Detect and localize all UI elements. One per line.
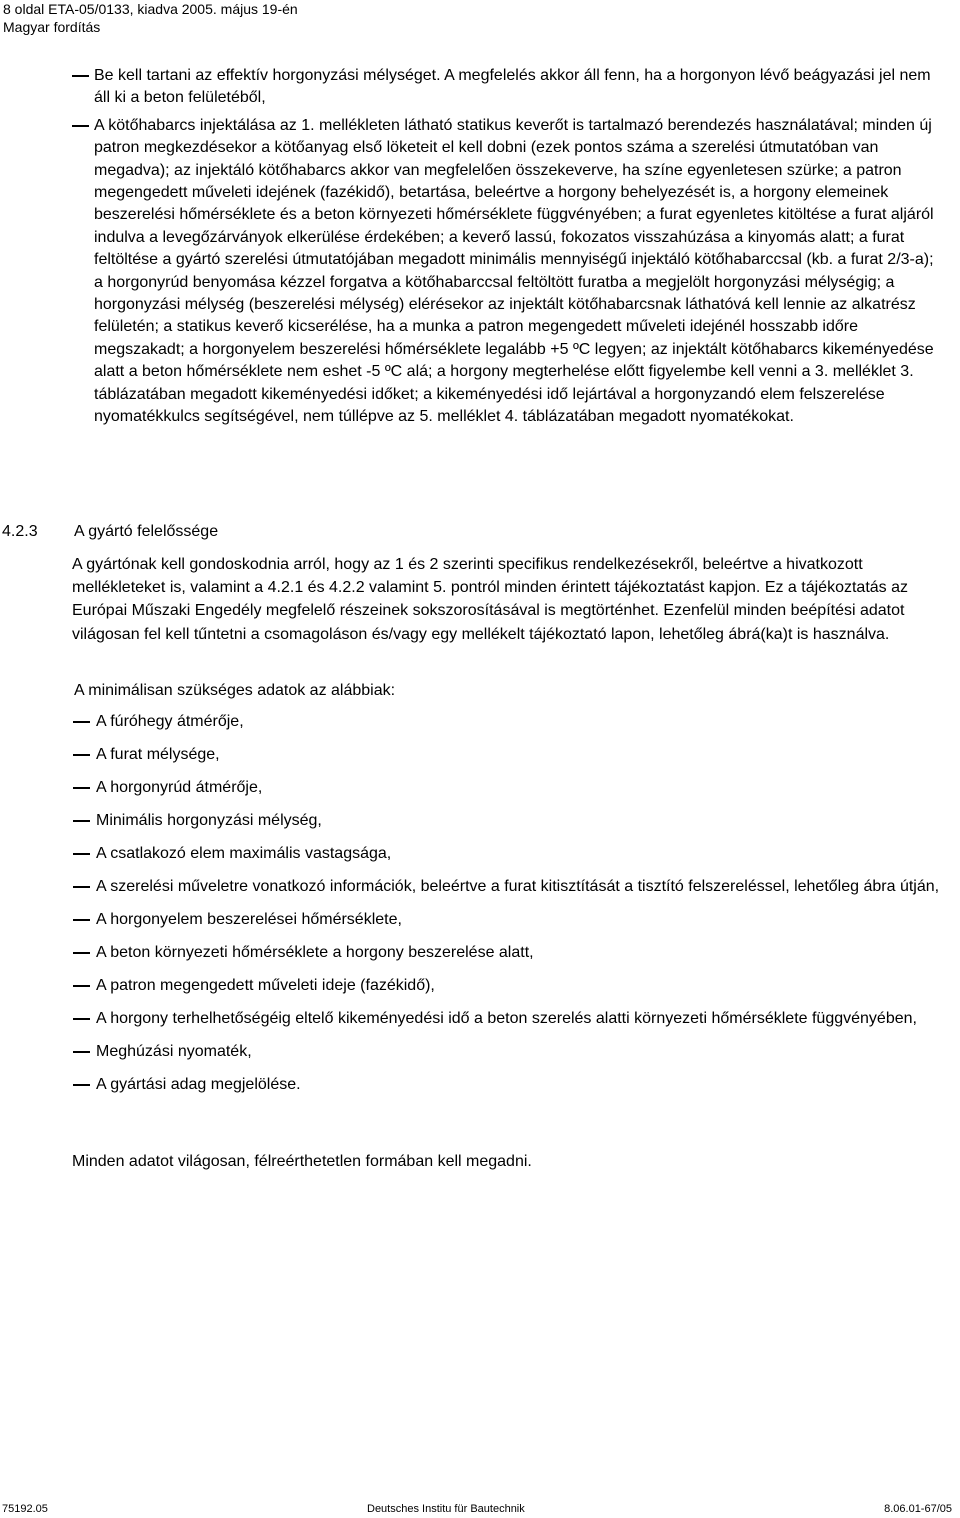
list-item	[0, 1041, 960, 1063]
required-data-list	[0, 711, 960, 1107]
section-title: A gyártó felelőssége	[74, 523, 219, 540]
dash-bullet-icon	[73, 919, 90, 921]
dash-bullet-icon	[73, 1018, 90, 1020]
list-item	[0, 810, 960, 832]
minimum-data-intro: A minimálisan szükséges adatok az alábbiak:	[74, 682, 396, 699]
footer-institute: Deutsches Institu für Bautechnik	[367, 1503, 525, 1515]
list-item	[0, 744, 960, 766]
section-number: 4.2.3	[2, 523, 38, 540]
list-item-text: A horgonyrúd átmérője,	[96, 779, 263, 796]
list-item	[0, 711, 960, 733]
list-item	[0, 115, 960, 429]
list-item-text: Minimális horgonyzási mélység,	[96, 812, 322, 829]
header-document-reference: 8 oldal ETA-05/0133, kiadva 2005. május 19-én	[3, 1, 298, 17]
list-item	[0, 876, 960, 898]
list-item-text: A beton környezeti hőmérséklete a horgony beszerelése alatt,	[96, 944, 534, 961]
installation-steps-list	[0, 65, 960, 434]
footer-document-number: 75192.05	[2, 1503, 48, 1515]
dash-bullet-icon	[73, 721, 90, 723]
dash-bullet-icon	[72, 125, 89, 127]
dash-bullet-icon	[72, 75, 89, 77]
manufacturer-responsibility-paragraph: A gyártónak kell gondoskodnia arról, hogy az 1 és 2 szerinti specifikus rendelkezésekről, beleértve a hivatkozott mellékleteket is, valamint a 4.2.1 és 4.2.2 valamint 5. pontról minden érintett tájékoztatást kapjon. Ez a tájékoztatás az Európai Műszaki Engedély megfelelő részeinek sokszorosításával is megtörténhet. Ezenfelül minden beépítési adatot világosan fel kell tűntetni a csomagoláson és/vagy egy mellékelt tájékoztató lapon, lehetőleg ábrá(ka)t is használva.	[72, 556, 908, 643]
list-item-text: A csatlakozó elem maximális vastagsága,	[96, 845, 392, 862]
list-item	[0, 65, 960, 110]
list-item	[0, 909, 960, 931]
list-item	[0, 975, 960, 997]
dash-bullet-icon	[73, 985, 90, 987]
list-item-text: A horgonyelem beszerelései hőmérséklete,	[96, 911, 402, 928]
dash-bullet-icon	[73, 1084, 90, 1086]
footer-reference-code: 8.06.01-67/05	[884, 1503, 952, 1515]
list-item-text: A patron megengedett műveleti ideje (fazékidő),	[96, 977, 435, 994]
list-item-text: Meghúzási nyomaték,	[96, 1043, 252, 1060]
dash-bullet-icon	[73, 853, 90, 855]
dash-bullet-icon	[73, 952, 90, 954]
list-item	[0, 942, 960, 964]
list-item-text: Be kell tartani az effektív horgonyzási mélységet. A megfelelés akkor áll fenn, ha a horgonyon lévő beágyazási jel nem áll ki a beton felületéből,	[94, 67, 931, 107]
list-item	[0, 1074, 960, 1096]
list-item	[0, 777, 960, 799]
dash-bullet-icon	[73, 754, 90, 756]
dash-bullet-icon	[73, 820, 90, 822]
header-translation-note: Magyar fordítás	[3, 19, 101, 35]
list-item-text: A szerelési műveletre vonatkozó információk, beleértve a furat kitisztítását a tisztító felszereléssel, lehetőleg ábra útján,	[96, 878, 940, 895]
dash-bullet-icon	[73, 886, 90, 888]
list-item-text: A furat mélysége,	[96, 746, 220, 763]
list-item-text: A kötőhabarcs injektálása az 1. mellékleten látható statikus keverőt is tartalmazó berendezés használatával; minden új patron megkezdésekor a kötőanyag első löketeit el kell dobni (ezek pontos száma a szerelési útmutatóban van megadva); az injektáló kötőhabarcs akkor van megfelelően összekeverve, ha színe egyenletesen szürke; a patron megengedett műveleti idejének (fazékidő), betartása, beleértve a horgony behelyezését is, a horgony elemeinek beszerelési hőmérséklete és a beton környezeti hőmérséklete függvényében; a furat egyenletes kitöltése a furat aljáról indulva a levegőzárványok elkerülése érdekében; a keverő lassú, fokozatos visszahúzása a kinyomás alatt; a furat feltöltése a gyártó szerelési útmutatójában megadott minimális mennyiségű injektáló kötőhabarccsal (kb. a furat 2/3-a); a horgonyrúd benyomása kézzel forgatva a kötőhabarccsal feltöltött furatba a megjelölt horgonyzási mélységig; a horgonyzási mélység (beszerelési mélység) elérésekor az injektált kötőhabarcsnak láthatóvá kell lennie az alkatrész felületén; a statikus keverő kicserélése, ha a munka a patron megengedett műveleti idejénél hosszabb időre megszakadt; a horgonyelem beszerelési hőmérséklete legalább +5 ºC legyen; az injektált kötőhabarcs kikeményedése alatt a beton hőmérséklete nem eshet -5 ºC alá; a horgony megterhelése előtt figyelembe kell venni a 3. melléklet 3. táblázatában megadott kikeményedési időket; a kikeményedési idő lejártával a horgonyzandó elem felszerelése nyomatékkulcs segítségével, nem túllépve az 5. melléklet 4. táblázatában megadott nyomatékokat.	[94, 116, 934, 426]
closing-paragraph: Minden adatot világosan, félreérthetetlen formában kell megadni.	[72, 1153, 532, 1170]
list-item-text: A gyártási adag megjelölése.	[96, 1076, 301, 1093]
list-item-text: A horgony terhelhetőségéig eltelő kikeményedési idő a beton szerelés alatti környezeti hőmérséklete függvényében,	[96, 1010, 917, 1027]
list-item-text: A fúróhegy átmérője,	[96, 713, 244, 730]
dash-bullet-icon	[73, 787, 90, 789]
dash-bullet-icon	[73, 1051, 90, 1053]
list-item	[0, 1008, 960, 1030]
page-header	[3, 0, 298, 36]
list-item	[0, 843, 960, 865]
